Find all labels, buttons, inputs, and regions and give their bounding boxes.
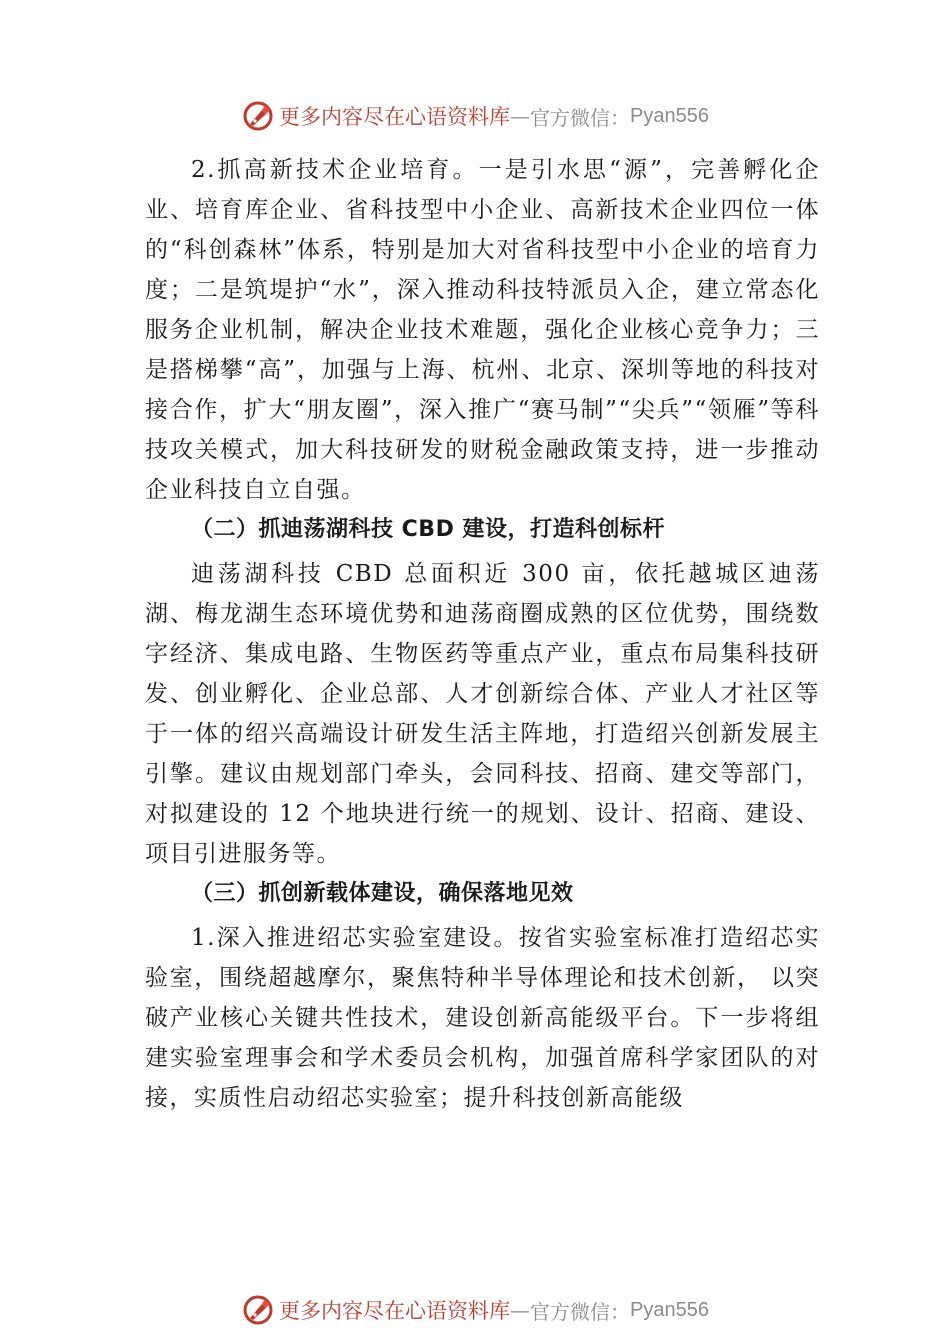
document-body — [145, 150, 820, 1118]
section-heading-innovation-carrier: （三）抓创新载体建设，确保落地见效 — [191, 881, 574, 906]
watermark-label: 官方微信： — [530, 1299, 631, 1324]
paragraph-shaoxin-lab: 1.深入推进绍芯实验室建设。按省实验室标准打造绍芯实验室，围绕超越摩尔，聚焦特种半导体理论和技术创新， 以突破产业核心关键共性技术，建设创新高能级平台。下一步将组建实验室理事会和学术委员会机构，加强首席科学家团队的对接，实质性启动绍芯实验室；提升科技创新高能级 — [145, 925, 820, 1111]
section-heading-cbd: （二）抓迪荡湖科技 CBD 建设，打造科创标杆 — [191, 517, 665, 542]
pen-nib-logo-icon — [241, 1293, 275, 1327]
watermark-title: 更多内容尽在心语资料库 — [279, 105, 511, 129]
watermark-banner-top — [0, 96, 950, 136]
paragraph-cbd-construction: 迪荡湖科技 CBD 总面积近 300 亩，依托越城区迪荡湖、梅龙湖生态环境优势和迪荡商圈成熟的区位优势，围绕数字经济、集成电路、生物医药等重点产业，重点布局集科技研发、创业孵化、企业总部、人才创新综合体、产业人才社区等于一体的绍兴高端设计研发生活主阵地，打造绍兴创新发展主引擎。建议由规划部门牵头，会同科技、招商、建交等部门，对拟建设的 12 个地块进行统一的规划、设计、招商、建设、项目引进服务等。 — [145, 561, 820, 867]
watermark-account: Pyan556 — [630, 1298, 709, 1321]
watermark-account: Pyan556 — [630, 104, 709, 127]
watermark-label: 官方微信： — [530, 105, 631, 130]
watermark-banner-bottom — [0, 1290, 950, 1330]
pen-nib-logo-icon — [241, 99, 275, 133]
paragraph-talent-cultivation: 2.抓高新技术企业培育。一是引水思“源”，完善孵化企业、培育库企业、省科技型中小企业、高新技术企业四位一体的“科创森林”体系，特别是加大对省科技型中小企业的培育力度；二是筑堤护“水”，深入推动科技特派员入企，建立常态化服务企业机制，解决企业技术难题，强化企业核心竞争力；三是搭梯攀“高”，加强与上海、杭州、北京、深圳等地的科技对接合作，扩大“朋友圈”，深入推广“赛马制”“尖兵”“领雁”等科技攻关模式，加大科技研发的财税金融政策支持，进一步推动企业科技自立自强。 — [145, 157, 820, 503]
watermark-dash: — — [510, 1298, 531, 1322]
watermark-dash: — — [510, 104, 531, 128]
watermark-title: 更多内容尽在心语资料库 — [279, 1299, 511, 1323]
